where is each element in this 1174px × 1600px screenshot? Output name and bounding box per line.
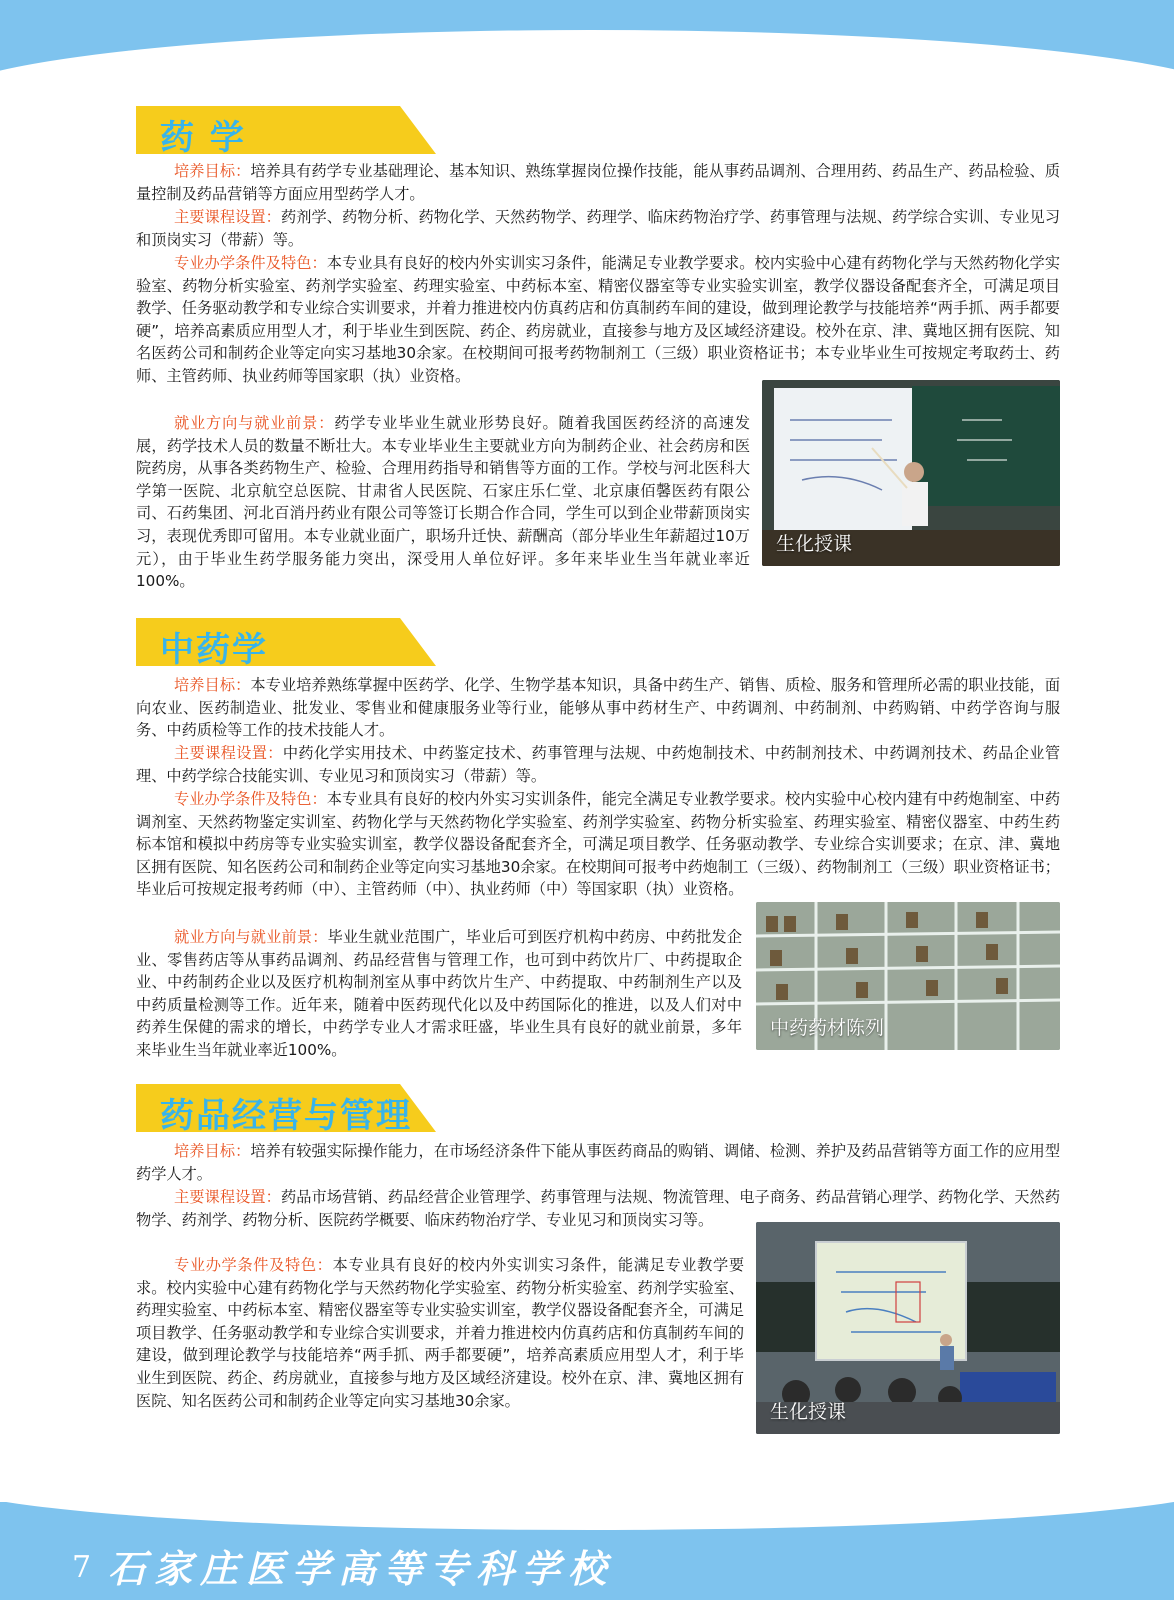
- paragraph-label: 培养目标：: [174, 162, 251, 180]
- paragraph-text: 本专业具有良好的校内外实训实习条件，能满足专业教学要求。校内实验中心建有药物化学与天然药物化学实验室、药物分析实验室、药剂学实验室、药理实验室、中药标本室、精密仪器室等专业实验实训室，教学仪器设备配套齐全，可满足项目教学、任务驱动教学和专业综合实训要求，并着力推进校内仿真药店和仿真制药车间的建设，做到理论教学与技能培养“两手抓、两手都要硬”，培养高素质应用型人才，利于毕业生到医院、药企、药房就业，直接参与地方及区域经济建设。校外在京、津、冀地区拥有医院、知名医药公司和制药企业等定向实习基地30余家。: [136, 1256, 745, 1410]
- paragraph-text: 毕业生就业范围广，毕业后可到医疗机构中药房、中药批发企业、零售药店等从事药品调剂、药品经营售与管理工作，也可到中药饮片厂、中药提取企业、中药制药企业以及医疗机构制剂室从事中药饮片生产、中药提取、中药制剂生产以及中药质量检测等工作。近年来，随着中医药现代化以及中药国际化的推进，以及人们对中药养生保健的需求的增长，中药学专业人才需求旺盛，毕业生具有良好的就业前景，多年来毕业生当年就业率近100%。: [136, 928, 743, 1059]
- section-title: 中药学: [160, 630, 268, 670]
- paragraph-text: 药剂学、药物分析、药物化学、天然药物学、药理学、临床药物治疗学、药事管理与法规、药学综合实训、专业见习和顶岗实习（带薪）等。: [136, 208, 1061, 249]
- paragraph-text: 药品市场营销、药品经营企业管理学、药事管理与法规、物流管理、电子商务、药品营销心理学、药物化学、天然药物学、药剂学、药物分析、医院药学概要、临床药物治疗学、专业见习和顶岗实习等。: [136, 1188, 1061, 1229]
- paragraph-label: 就业方向与就业前景：: [174, 414, 335, 432]
- paragraph-label: 主要课程设置：: [174, 1188, 281, 1206]
- paragraph-text: 本专业具有良好的校内外实训实习条件，能满足专业教学要求。校内实验中心建有药物化学与天然药物化学实验室、药物分析实验室、药剂学实验室、药理实验室、中药标本室、精密仪器室等专业实验实训室，教学仪器设备配套齐全，可满足项目教学、任务驱动教学和专业综合实训要求，并着力推进校内仿真药店和仿真制药车间的建设，做到理论教学与技能培养“两手抓、两手都要硬”，培养高素质应用型人才，利于毕业生到医院、药企、药房就业，直接参与地方及区域经济建设。校外在京、津、冀地区拥有医院、知名医药公司和制药企业等定向实习基地30余家。在校期间可报考药物制剂工（三级）职业资格证书；本专业毕业生可按规定考取药士、药师、主管药师、执业药师等国家职（执）业资格。: [136, 254, 1061, 385]
- paragraph-text: 本专业培养熟练掌握中医药学、化学、生物学基本知识，具备中药生产、销售、质检、服务和管理所必需的职业技能，面向农业、医药制造业、批发业、零售业和健康服务业等行业，能够从事中药材生产、中药调剂、中药制剂、中药购销、中药学咨询与服务、中药质检等工作的技术技能人才。: [136, 676, 1061, 740]
- paragraph-training-goal: [136, 674, 1060, 742]
- paragraph-main-courses: [136, 206, 1060, 251]
- photo-herb-display: [756, 902, 1060, 1050]
- photo-caption: 生化授课: [770, 1401, 847, 1423]
- photo-caption: 生化授课: [776, 533, 853, 555]
- paragraph-text: 培养有较强实际操作能力，在市场经济条件下能从事医药商品的购销、调储、检测、养护及药品营销等方面工作的应用型药学人才。: [136, 1142, 1061, 1183]
- paragraph-label: 主要课程设置：: [174, 208, 281, 226]
- paragraph-label: 主要课程设置：: [174, 744, 283, 762]
- paragraph-employment: [136, 926, 742, 1062]
- section-header-tcm: [136, 618, 436, 670]
- section-title: 药 学: [160, 118, 246, 158]
- paragraph-employment: [136, 412, 750, 593]
- paragraph-label: 专业办学条件及特色：: [174, 790, 327, 808]
- paragraph-training-goal: [136, 1140, 1060, 1185]
- section-header-pharmacy: [136, 106, 436, 158]
- paragraph-main-courses: [136, 742, 1060, 787]
- section-header-drug-management: [136, 1084, 436, 1136]
- paragraph-text: 中药化学实用技术、中药鉴定技术、药事管理与法规、中药炮制技术、中药制剂技术、中药调剂技术、药品企业管理、中药学综合技能实训、专业见习和顶岗实习（带薪）等。: [136, 744, 1061, 785]
- photo-biochem-lecture-2: [756, 1222, 1060, 1434]
- paragraph-label: 就业方向与就业前景：: [174, 928, 328, 946]
- paragraph-text: 培养具有药学专业基础理论、基本知识、熟练掌握岗位操作技能，能从事药品调剂、合理用药、药品生产、药品检验、质量控制及药品营销等方面应用型药学人才。: [136, 162, 1061, 203]
- paragraph-label: 培养目标：: [174, 1142, 251, 1160]
- paragraph-conditions-features: [136, 1254, 744, 1412]
- paragraph-conditions-features: [136, 252, 1060, 388]
- paragraph-text: 药学专业毕业生就业形势良好。随着我国医药经济的高速发展，药学技术人员的数量不断壮大。本专业毕业生主要就业方向为制药企业、社会药房和医院药房，从事各类药物生产、检验、合理用药指导和销售等方面的工作。学校与河北医科大学第一医院、北京航空总医院、甘肃省人民医院、石家庄乐仁堂、北京康佰馨医药有限公司、石药集团、河北百消丹药业有限公司等签订长期合作合同，学生可以到企业带薪顶岗实习，表现优秀即可留用。本专业就业面广，职场升迁快、薪酬高（部分毕业生年薪超过10万元），由于毕业生药学服务能力突出，深受用人单位好评。多年来毕业生当年就业率近100%。: [136, 414, 751, 591]
- paragraph-label: 专业办学条件及特色：: [174, 1256, 333, 1274]
- paragraph-label: 培养目标：: [174, 676, 251, 694]
- photo-biochem-lecture: [762, 380, 1060, 566]
- section-title: 药品经营与管理: [160, 1096, 412, 1136]
- paragraph-training-goal: [136, 160, 1060, 205]
- paragraph-label: 专业办学条件及特色：: [174, 254, 327, 272]
- page-number: 7: [72, 1550, 92, 1585]
- paragraph-text: 本专业具有良好的校内外实习实训条件，能完全满足专业教学要求。校内实验中心校内建有中药炮制室、中药调剂室、天然药物鉴定实训室、药物化学与天然药物化学实验室、药剂学实验室、药物分析实验室、药理实验室、精密仪器室、中药生药标本馆和模拟中药房等专业实验实训室，教学仪器设备配套齐全，可满足项目教学、任务驱动教学、专业综合实训要求；在京、津、冀地区拥有医院、知名医药公司和制药企业等定向实习基地30余家。在校期间可报考中药炮制工（三级）、药物制剂工（三级）职业资格证书；毕业后可按规定报考药师（中）、主管药师（中）、执业药师（中）等国家职（执）业资格。: [136, 790, 1061, 899]
- photo-caption: 中药药材陈列: [770, 1017, 885, 1039]
- paragraph-conditions-features: [136, 788, 1060, 901]
- school-name: 石家庄医学高等专科学校: [108, 1546, 615, 1591]
